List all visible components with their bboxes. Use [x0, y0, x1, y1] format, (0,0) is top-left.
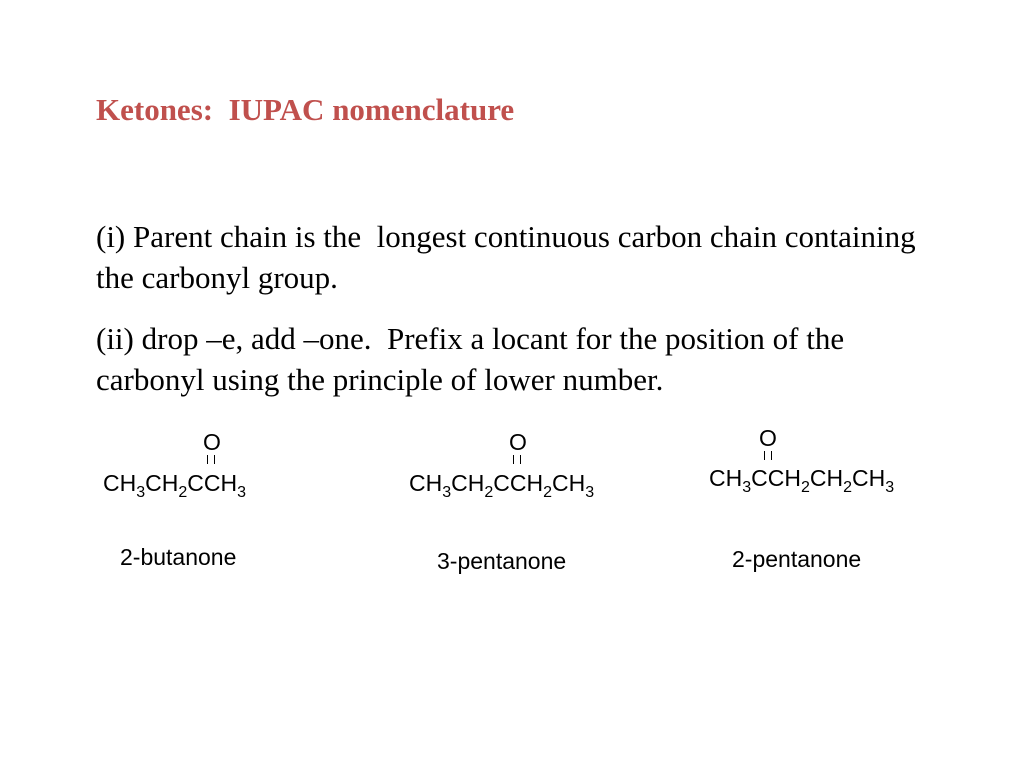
carbonyl-oxygen: O [203, 429, 221, 455]
formula-subscript: 3 [885, 479, 895, 496]
formula-subscript: 2 [178, 484, 188, 501]
structural-formula [709, 465, 895, 496]
double-bond [513, 455, 521, 464]
formula-subscript: 3 [585, 484, 595, 501]
formula-subscript: 2 [800, 479, 810, 496]
formula-group: CH [409, 470, 443, 496]
carbonyl-oxygen: O [509, 429, 527, 455]
structural-formula [409, 470, 595, 501]
formula-subscript: 3 [442, 484, 452, 501]
rule-1-text: (i) Parent chain is the longest continuous carbon chain containing the carbonyl group. [96, 219, 924, 295]
formula-subscript: 2 [843, 479, 853, 496]
formula-subscript: 3 [136, 484, 146, 501]
carbonyl-oxygen: O [759, 425, 777, 451]
slide-title: Ketones: IUPAC nomenclature [96, 92, 515, 127]
formula-group: CH [809, 465, 844, 491]
formula-group: CCH [187, 470, 238, 496]
double-bond [207, 455, 215, 464]
formula-group: CH [552, 470, 586, 496]
formula-subscript: 3 [237, 484, 247, 501]
double-bond [764, 451, 772, 460]
compound-name: 3-pentanone [437, 548, 567, 574]
formula-group: CH [103, 470, 137, 496]
formula-group: CCH [493, 470, 544, 496]
formula-subscript: 2 [484, 484, 494, 501]
compound-name: 2-pentanone [732, 546, 862, 572]
structural-formula [103, 470, 247, 501]
formula-group: CH [852, 465, 886, 491]
formula-group: CH [145, 470, 179, 496]
formula-group: CH [709, 465, 743, 491]
formula-subscript: 2 [543, 484, 553, 501]
formula-group: CH [451, 470, 485, 496]
compound-name: 2-butanone [120, 544, 237, 570]
formula-subscript: 3 [742, 479, 752, 496]
formula-group: CCH [751, 465, 801, 491]
rule-2-text: (ii) drop –e, add –one. Prefix a locant for the position of the carbonyl using the principle of lower number. [96, 321, 852, 397]
